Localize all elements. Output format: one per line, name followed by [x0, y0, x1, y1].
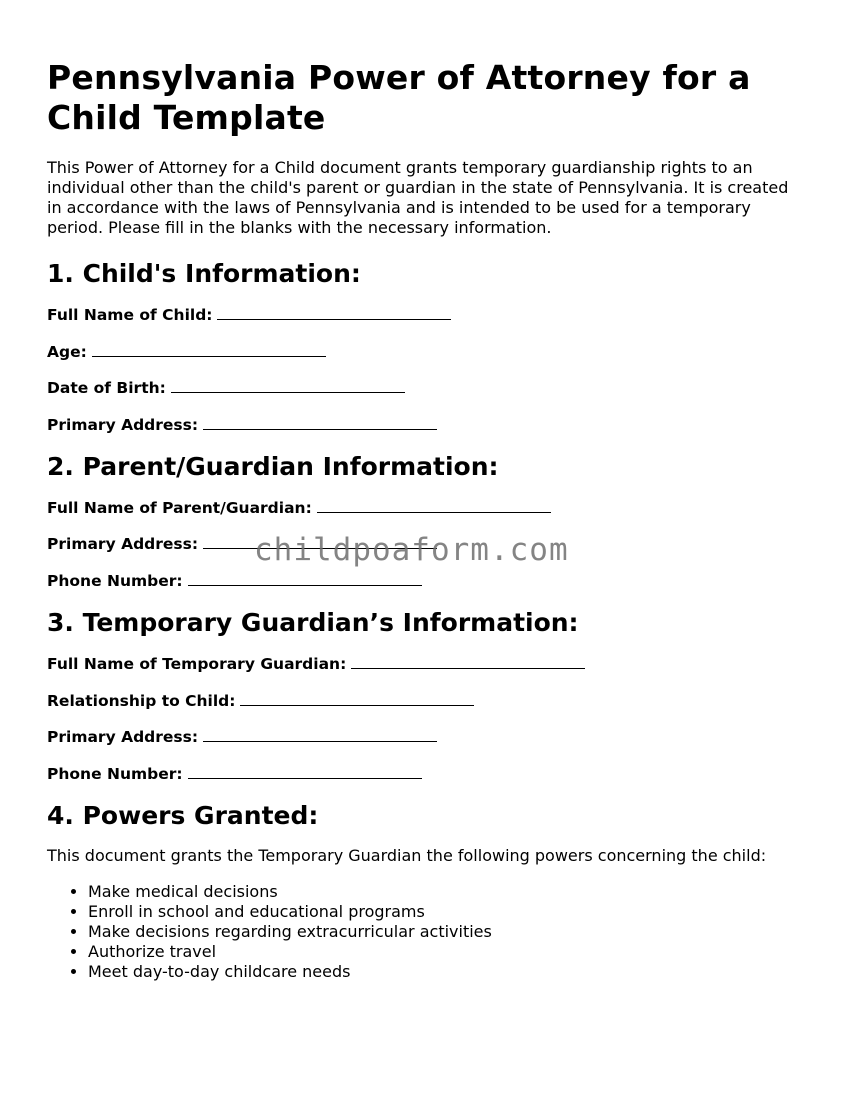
watermark-text: childpoaform.com	[254, 532, 569, 568]
list-item: • Make decisions regarding extracurricular activities	[88, 922, 807, 942]
parent-phone-blank[interactable]	[188, 570, 422, 586]
field-guardian-phone	[47, 763, 807, 783]
child-address-blank[interactable]	[203, 414, 437, 430]
section-heading-guardian: 3. Temporary Guardian’s Information:	[47, 607, 579, 637]
field-label: Relationship to Child:	[47, 691, 236, 710]
field-child-age	[47, 341, 807, 361]
document-page	[47, 58, 807, 982]
field-label: Phone Number:	[47, 764, 183, 783]
page-title: Pennsylvania Power of Attorney for a Child Template	[47, 58, 751, 137]
field-label: Primary Address:	[47, 416, 199, 435]
powers-list	[47, 882, 807, 982]
intro-paragraph: This Power of Attorney for a Child document grants temporary guardianship rights to an individual other than the child's parent or guardian in the state of Pennsylvania. It is created in accordance with the laws of Pennsylvania and is intended to be used for a temporary period. Please fill in the blanks with the necessary information.	[47, 158, 789, 237]
list-item: • Enroll in school and educational programs	[88, 902, 807, 922]
field-label: Full Name of Parent/Guardian:	[47, 498, 312, 517]
field-child-dob	[47, 377, 807, 397]
field-parent-phone	[47, 570, 807, 590]
section-heading-child: 1. Child's Information:	[47, 259, 361, 288]
child-full-name-blank[interactable]	[217, 304, 451, 320]
field-label: Full Name of Temporary Guardian:	[47, 654, 347, 673]
field-guardian-relationship	[47, 690, 807, 710]
guardian-address-blank[interactable]	[203, 726, 437, 742]
field-label: Full Name of Child:	[47, 306, 213, 324]
field-label: Primary Address:	[47, 728, 199, 747]
child-age-blank[interactable]	[92, 341, 326, 357]
list-item: • Authorize travel	[88, 942, 807, 962]
field-guardian-full-name	[47, 653, 807, 673]
guardian-phone-blank[interactable]	[188, 763, 422, 779]
field-guardian-address	[47, 726, 807, 746]
field-label: Phone Number:	[47, 572, 183, 591]
field-parent-full-name	[47, 497, 807, 517]
powers-intro: This document grants the Temporary Guardian the following powers concerning the child:	[47, 845, 767, 865]
guardian-relationship-blank[interactable]	[240, 690, 474, 706]
parent-full-name-blank[interactable]	[317, 497, 551, 513]
field-label: Date of Birth:	[47, 379, 166, 398]
list-item: • Meet day-to-day childcare needs	[88, 962, 807, 982]
field-label: Primary Address:	[47, 535, 199, 554]
field-child-address	[47, 414, 807, 434]
child-dob-blank[interactable]	[171, 377, 405, 393]
list-item: • Make medical decisions	[88, 882, 807, 902]
field-child-full-name	[47, 304, 807, 324]
section-heading-parent: 2. Parent/Guardian Information:	[47, 451, 499, 481]
section-heading-powers: 4. Powers Granted:	[47, 800, 319, 830]
guardian-full-name-blank[interactable]	[351, 653, 585, 669]
field-label: Age:	[47, 342, 87, 361]
